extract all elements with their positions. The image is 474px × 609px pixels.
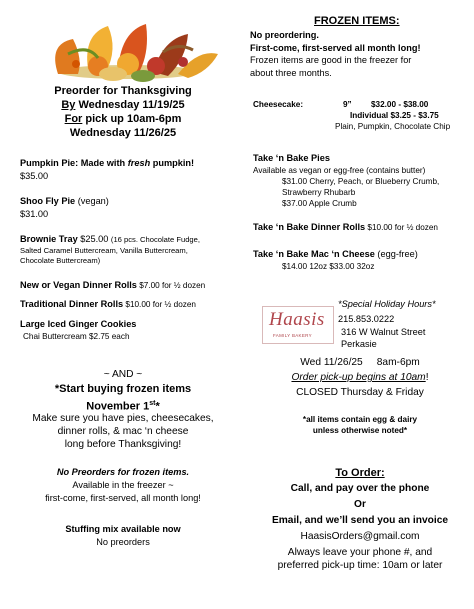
address-block <box>338 313 468 351</box>
email-address[interactable]: HaasisOrders@gmail.com <box>300 531 420 542</box>
pickup-date: Wednesday 11/26/25 <box>69 127 177 139</box>
allergen-note: *all items contain egg & dairy unless otherwise noted* <box>302 415 418 435</box>
order-pickup-note: Order pick-up begins at 10am! <box>291 372 429 383</box>
availability-note: Available in the freezer ~ first-come, first-served, all month long! <box>45 480 201 503</box>
menu-item-shoo-fly-pie: Shoo Fly Pie (vegan) $31.00 <box>20 195 245 220</box>
start-frozen-line: *Start buying frozen items <box>54 383 192 395</box>
street-address: 316 W Walnut Street <box>341 326 426 337</box>
harvest-illustration <box>28 14 228 84</box>
take-n-bake-mac: Take ‘n Bake Mac ‘n Cheese (egg-free) $14.00 12oz $33.00 32oz <box>253 249 418 271</box>
or-line: Or <box>354 499 366 510</box>
preorder-title: Preorder for Thanksgiving <box>54 85 192 97</box>
holiday-hours-title: *Special Holiday Hours* <box>338 299 436 309</box>
menu-item-price: $31.00 <box>20 208 49 219</box>
start-frozen-date: November 1st* <box>86 400 160 413</box>
take-n-bake-rolls: Take ‘n Bake Dinner Rolls $10.00 for ½ dozen <box>253 222 438 232</box>
closed-note: CLOSED Thursday & Friday <box>296 387 424 398</box>
make-sure-note: Make sure you have pies, cheesecakes, dinner rolls, & mac ‘n cheese long before Thanksgiving! <box>32 413 214 450</box>
menu-item-brownie-tray: Brownie Tray $25.00 (16 pcs. Chocolate Fudge, Salted Caramel Buttercream, Vanilla Buttercream, Chocolate Buttercream) <box>20 234 200 265</box>
menu-item-price: $35.00 <box>20 170 49 181</box>
frozen-intro: No preordering. First-come, first-served all month long! Frozen items are good in the freezer for about three months. <box>250 30 421 78</box>
take-n-bake-pies: Take ‘n Bake Pies Available as vegan or egg-free (contains butter) $31.00 Cherry, Peach, or Blueberry Crumb, Strawberry Rhubarb $37.00 Apple Crumb <box>253 153 440 208</box>
leave-phone-note: Always leave your phone #, and preferred pick-up time: 10am or later <box>277 547 443 571</box>
cheesecake-section: Cheesecake: 9” $32.00 - $38.00 Individual $3.25 - $3.75 Plain, Pumpkin, Chocolate Chip <box>253 100 451 131</box>
hours-line: Wed 11/26/25 8am-6pm <box>300 357 420 368</box>
town: Perkasie <box>341 339 377 349</box>
phone-number: 215.853.0222 <box>338 314 395 324</box>
menu-item-vegan-rolls: New or Vegan Dinner Rolls $7.00 for ½ dozen <box>20 280 206 290</box>
call-line: Call, and pay over the phone <box>290 483 430 494</box>
stuffing-note: Stuffing mix available now No preorders <box>65 524 181 547</box>
menu-item-pumpkin-pie: Pumpkin Pie: Made with fresh pumpkin! $35.00 <box>20 157 245 182</box>
and-separator: ~ AND ~ <box>103 369 143 380</box>
preorder-deadline: By Wednesday 11/19/25 <box>61 99 185 111</box>
to-order-title: To Order: <box>335 467 385 479</box>
email-line: Email, and we’ll send you an invoice <box>271 515 449 526</box>
no-preorders-frozen: No Preorders for frozen items. <box>56 467 190 477</box>
frozen-items-title: FROZEN ITEMS: <box>314 15 400 27</box>
haasis-logo: Haasis FAMILY BAKERY <box>262 306 334 344</box>
menu-item-ginger-cookies: Large Iced Ginger Cookies Chai Buttercream $2.75 each <box>20 319 137 341</box>
pickup-time: For pick up 10am-6pm <box>64 113 182 125</box>
menu-item-traditional-rolls: Traditional Dinner Rolls $10.00 for ½ dozen <box>20 299 196 309</box>
